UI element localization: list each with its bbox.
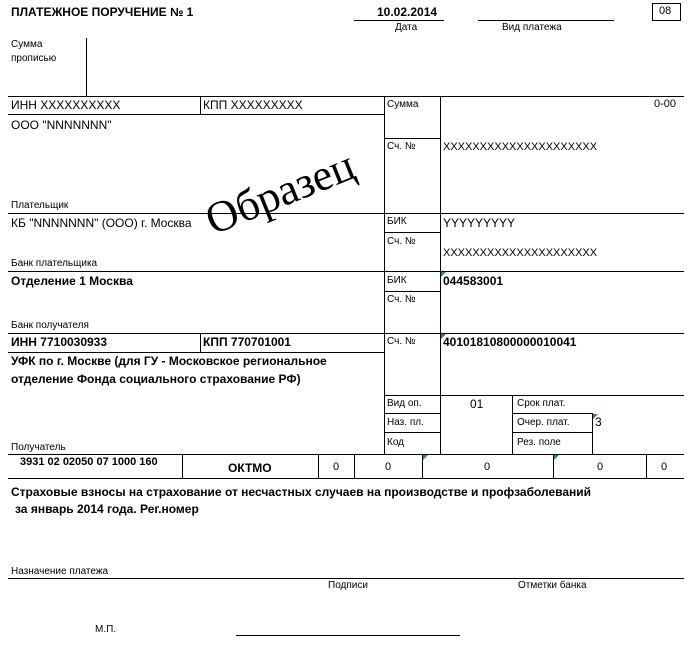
payer-bank-bik-label: БИК (387, 216, 407, 227)
field-value: 0 (661, 461, 668, 473)
oktmo-label: ОКТМО (228, 461, 272, 475)
payee-bank-label: Банк получателя (11, 320, 89, 331)
grid-line (8, 352, 384, 353)
payer-kpp: КПП XXXXXXXXX (203, 98, 303, 112)
grid-line (592, 413, 593, 454)
grid-line (384, 138, 440, 139)
date-label: Дата (395, 22, 418, 33)
payee-bank-bik: 044583001 (443, 274, 504, 288)
stamp-place-label: М.П. (95, 624, 117, 635)
corner-mark (554, 455, 559, 460)
payment-type-label: Вид платежа (502, 22, 562, 33)
grid-line (8, 96, 684, 97)
grid-line (318, 454, 319, 478)
field-value: 0 (333, 461, 340, 473)
grid-line (384, 291, 440, 292)
vid-op-label: Вид оп. (387, 398, 422, 409)
payer-bank-account-label: Сч. № (387, 236, 416, 247)
payer-account: XXXXXXXXXXXXXXXXXXXXX (443, 141, 598, 153)
amount-label: Сумма (387, 99, 419, 110)
grid-line (384, 232, 440, 233)
grid-line (8, 454, 684, 455)
field-value: 0 (597, 461, 604, 473)
payee-account: 40101810800000010041 (443, 335, 577, 349)
grid-line (512, 432, 592, 433)
date-underline (354, 20, 444, 21)
grid-line (8, 213, 684, 214)
naz-pl-label: Наз. пл. (387, 417, 424, 428)
srok-plat-label: Срок плат. (517, 398, 566, 409)
amount-words-label: Сумма (11, 39, 43, 50)
corner-mark (423, 455, 428, 460)
form-code: 08 (659, 5, 672, 17)
kod-label: Код (387, 437, 405, 448)
grid-line (182, 454, 183, 478)
amount-words-divider (86, 38, 87, 96)
payment-purpose-line-2: за январь 2014 года. Рег.номер (15, 502, 199, 516)
grid-line (512, 395, 513, 454)
grid-line (200, 96, 201, 114)
grid-line (8, 478, 684, 479)
field-value: 0 (484, 461, 491, 473)
payment-purpose-label: Назначение платежа (11, 566, 109, 577)
grid-line (384, 432, 440, 433)
kbk-code: 3931 02 02050 07 1000 160 (20, 456, 158, 468)
grid-line (384, 395, 684, 396)
grid-line (512, 413, 592, 414)
ocher-plat-label: Очер. плат. (517, 417, 570, 428)
grid-line (8, 114, 384, 115)
grid-line (384, 96, 385, 454)
payer-bank-account: XXXXXXXXXXXXXXXXXXXXX (443, 247, 598, 259)
payee-kpp: КПП 770701001 (203, 335, 291, 349)
payee-label: Получатель (11, 442, 66, 453)
amount-value: 0-00 (654, 98, 677, 110)
ocher-plat-value: 3 (595, 415, 602, 429)
payee-name-line-1: УФК по г. Москве (для ГУ - Московское региональное (11, 354, 327, 368)
payer-label: Плательщик (11, 200, 69, 211)
grid-line (8, 578, 684, 579)
payee-inn: ИНН 7710030933 (11, 335, 108, 349)
field-value: 0 (385, 461, 392, 473)
payer-inn: ИНН XXXXXXXXXX (11, 98, 121, 112)
signatures-label: Подписи (328, 580, 368, 591)
document-title: ПЛАТЕЖНОЕ ПОРУЧЕНИЕ № 1 (11, 5, 194, 19)
vid-op-value: 01 (470, 397, 484, 411)
payee-name-line-2: отделение Фонда социального страхование РФ) (11, 372, 301, 386)
grid-line (8, 333, 684, 334)
payment-type-underline (478, 20, 614, 21)
bank-marks-label: Отметки банка (518, 580, 587, 591)
sample-watermark: Образец (198, 140, 362, 245)
grid-line (354, 454, 355, 478)
document-date: 10.02.2014 (377, 5, 438, 19)
grid-line (200, 333, 201, 352)
payer-name: ООО "NNNNNNN" (11, 118, 112, 132)
grid-line (8, 271, 684, 272)
payee-account-label: Сч. № (387, 336, 416, 347)
amount-words-label-2: прописью (11, 53, 57, 64)
payer-bank-name: КБ "NNNNNNN" (ООО) г. Москва (11, 216, 192, 230)
payee-bank-account-label: Сч. № (387, 294, 416, 305)
payee-bank-bik-label: БИК (387, 275, 407, 286)
rez-pole-label: Рез. поле (517, 437, 561, 448)
payer-bank-label: Банк плательщика (11, 258, 98, 269)
payer-bank-bik: YYYYYYYYY (443, 216, 516, 230)
signature-line (236, 635, 460, 636)
grid-line (646, 454, 647, 478)
payment-purpose-line-1: Страховые взносы на страхование от несчастных случаев на производстве и профзаболеваний (11, 485, 592, 499)
payer-account-label: Сч. № (387, 141, 416, 152)
grid-line (384, 413, 440, 414)
payee-bank-name: Отделение 1 Москва (11, 274, 133, 288)
